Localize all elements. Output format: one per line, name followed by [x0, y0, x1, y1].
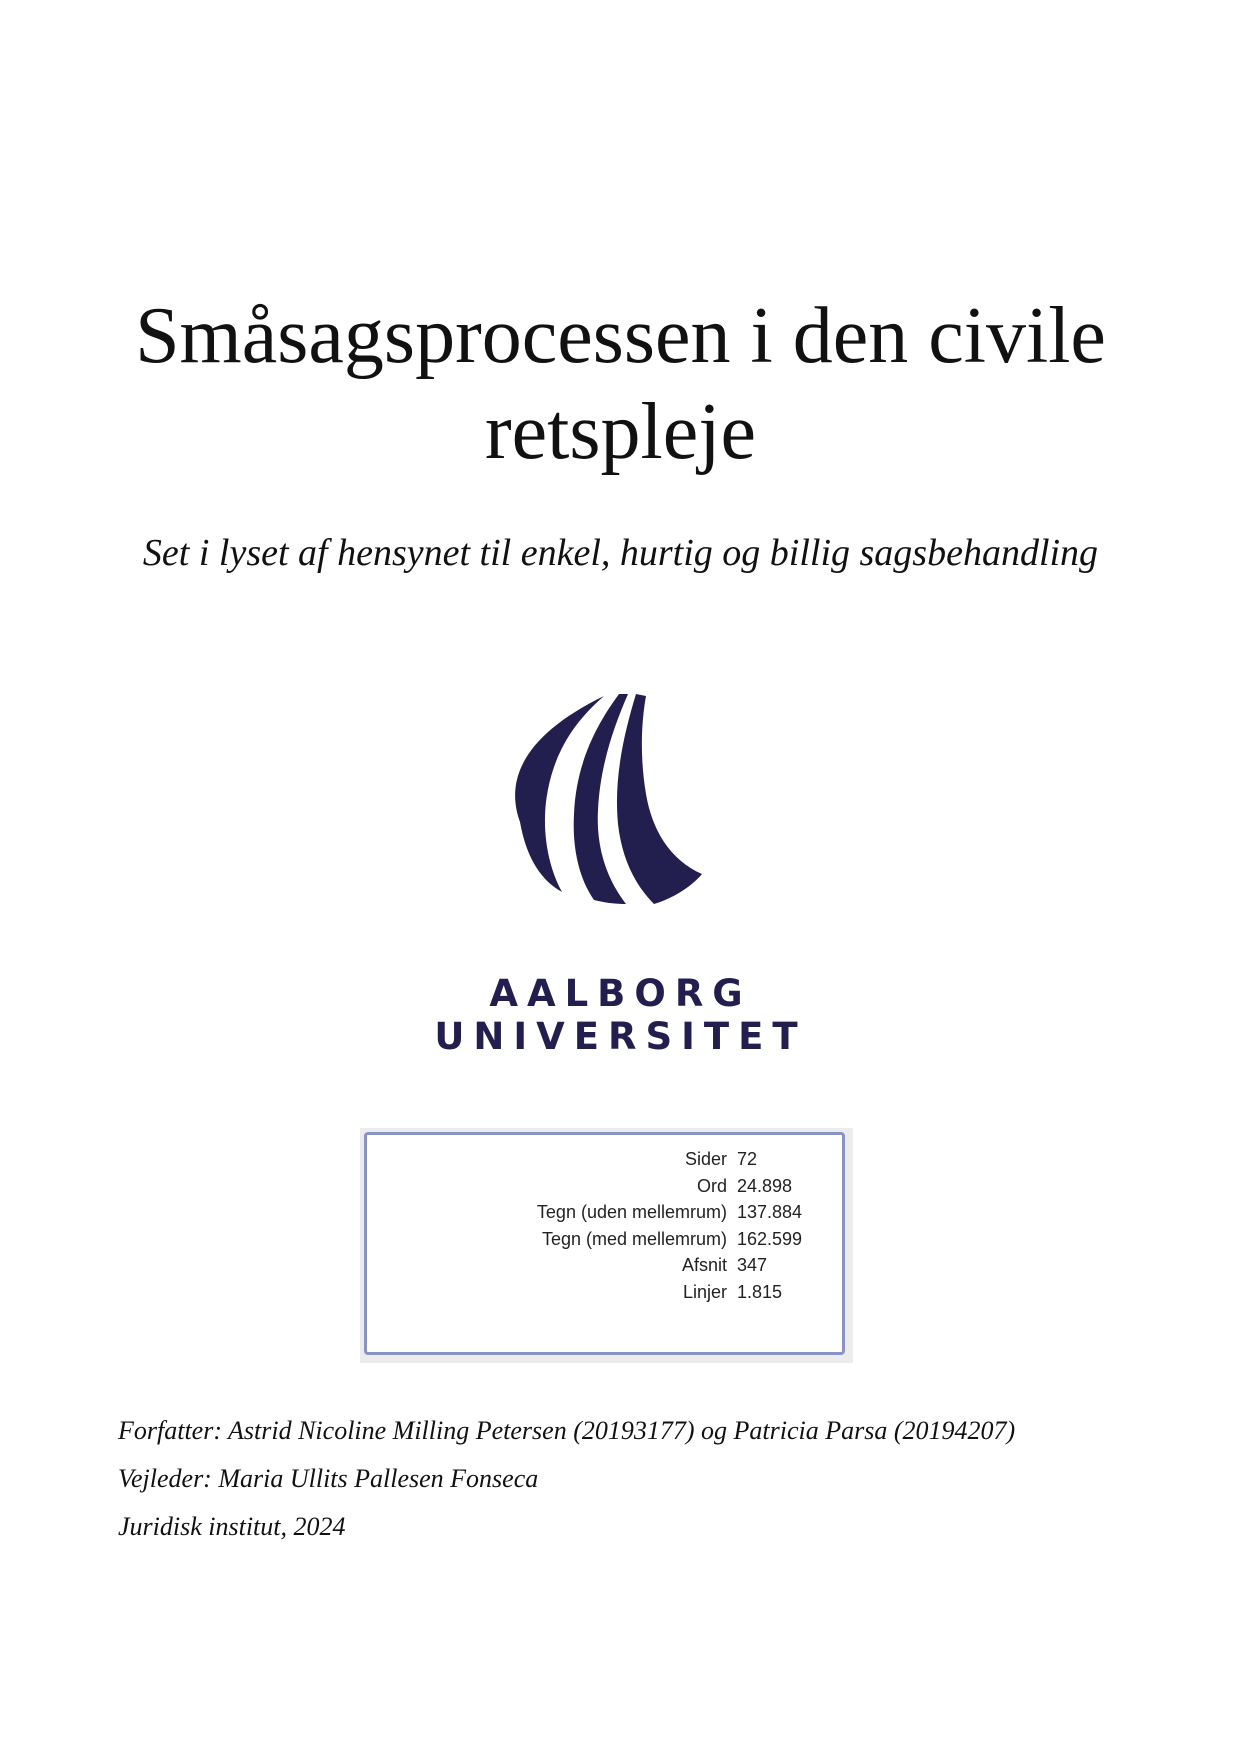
stat-row-paragraphs — [367, 1252, 842, 1279]
stat-label: Tegn (med mellemrum) — [541, 1228, 727, 1249]
stat-label: Ord — [696, 1175, 727, 1196]
document-title: Småsagsprocessen i den civile retspleje — [135, 292, 1106, 476]
stat-value: 347 — [737, 1255, 768, 1275]
document-subtitle: Set i lyset af hensynet til enkel, hurtig og billig sagsbehandling — [142, 532, 1099, 574]
stat-value: 137.884 — [737, 1202, 803, 1222]
word-count-box — [364, 1132, 845, 1355]
aau-wordmark: AALBORG UNIVERSITET — [434, 972, 807, 1058]
supervisor-line: Vejleder: Maria Ullits Pallesen Fonseca — [118, 1464, 539, 1493]
stat-value: 72 — [737, 1149, 758, 1169]
author-line: Forfatter: Astrid Nicoline Milling Petersen (20193177) og Patricia Parsa (20194207) — [118, 1416, 1016, 1445]
word-count-table — [367, 1146, 842, 1305]
stat-value: 162.599 — [737, 1228, 803, 1249]
word-count-panel — [360, 1128, 853, 1363]
stat-value: 24.898 — [737, 1175, 793, 1196]
stat-label: Afsnit — [681, 1255, 727, 1275]
stat-label: Sider — [684, 1149, 727, 1169]
institute-line: Juridisk institut, 2024 — [118, 1512, 346, 1541]
stat-row-chars-no-spaces — [367, 1199, 842, 1226]
stat-value: 1.815 — [737, 1281, 783, 1302]
stat-row-lines — [367, 1279, 842, 1306]
stat-label: Tegn (uden mellemrum) — [536, 1202, 727, 1222]
stat-label: Linjer — [682, 1281, 727, 1302]
stat-row-chars-with-spaces — [367, 1226, 842, 1253]
stat-row-words — [367, 1173, 842, 1200]
stat-row-pages — [367, 1146, 842, 1173]
aau-logo-icon — [496, 690, 716, 910]
